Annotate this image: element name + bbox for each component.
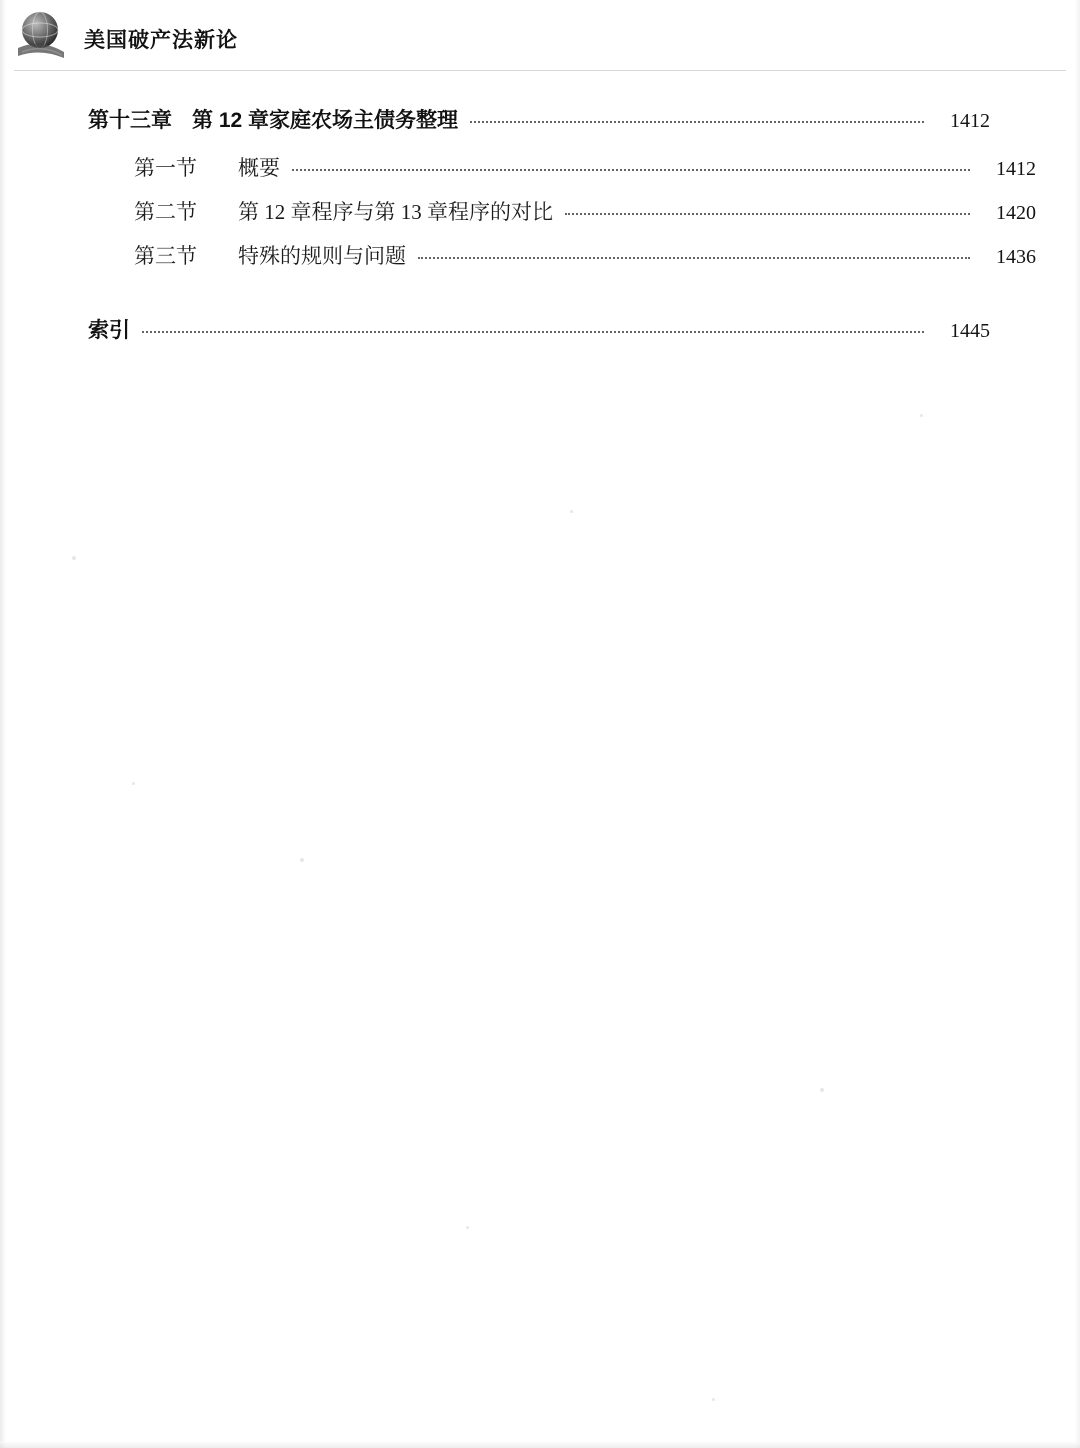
toc-entry-page: 1436 bbox=[996, 246, 1036, 268]
scan-speck bbox=[920, 414, 923, 417]
toc-entry-prefix: 第三节 bbox=[134, 244, 197, 268]
toc-entry-label: 第 12 章家庭农场主债务整理 bbox=[192, 109, 459, 132]
toc-entry-page: 1412 bbox=[996, 158, 1036, 180]
toc-entry-prefix: 第二节 bbox=[134, 200, 197, 224]
toc-leader bbox=[565, 213, 970, 215]
toc-entry-prefix: 第十三章 bbox=[88, 109, 172, 132]
scan-speck bbox=[132, 782, 135, 785]
toc-index-label: 索引 bbox=[88, 319, 130, 342]
table-of-contents bbox=[88, 104, 1036, 360]
toc-entry-section-3[interactable] bbox=[88, 240, 1036, 270]
toc-entry-prefix: 第一节 bbox=[134, 156, 197, 180]
toc-entry-page: 1420 bbox=[996, 202, 1036, 224]
scan-edge-bottom bbox=[0, 1441, 1080, 1448]
toc-entry-section-1[interactable] bbox=[88, 152, 1036, 182]
globe-emblem-icon bbox=[14, 8, 70, 64]
toc-leader bbox=[418, 257, 970, 259]
header-divider bbox=[14, 70, 1066, 71]
toc-entry-page: 1412 bbox=[950, 110, 990, 132]
scan-speck bbox=[300, 858, 304, 862]
scan-speck bbox=[72, 556, 76, 560]
scan-edge-right bbox=[1075, 0, 1080, 1448]
toc-entry-chapter[interactable] bbox=[88, 104, 990, 134]
toc-entry-section-2[interactable] bbox=[88, 196, 1036, 226]
toc-index-page: 1445 bbox=[950, 320, 990, 342]
toc-leader bbox=[470, 121, 924, 123]
page-header bbox=[0, 0, 1080, 72]
scan-speck bbox=[820, 1088, 824, 1092]
toc-entry-label: 概要 bbox=[238, 156, 280, 180]
toc-entry-index[interactable] bbox=[88, 314, 990, 344]
toc-leader bbox=[292, 169, 970, 171]
scan-edge-left bbox=[0, 0, 6, 1448]
scan-speck bbox=[466, 1226, 469, 1229]
toc-entry-label: 特殊的规则与问题 bbox=[238, 244, 406, 268]
scan-speck bbox=[570, 510, 573, 513]
book-title: 美国破产法新论 bbox=[84, 29, 238, 52]
toc-entry-label: 第 12 章程序与第 13 章程序的对比 bbox=[238, 200, 553, 224]
scan-speck bbox=[712, 1398, 715, 1401]
toc-leader bbox=[142, 331, 924, 333]
